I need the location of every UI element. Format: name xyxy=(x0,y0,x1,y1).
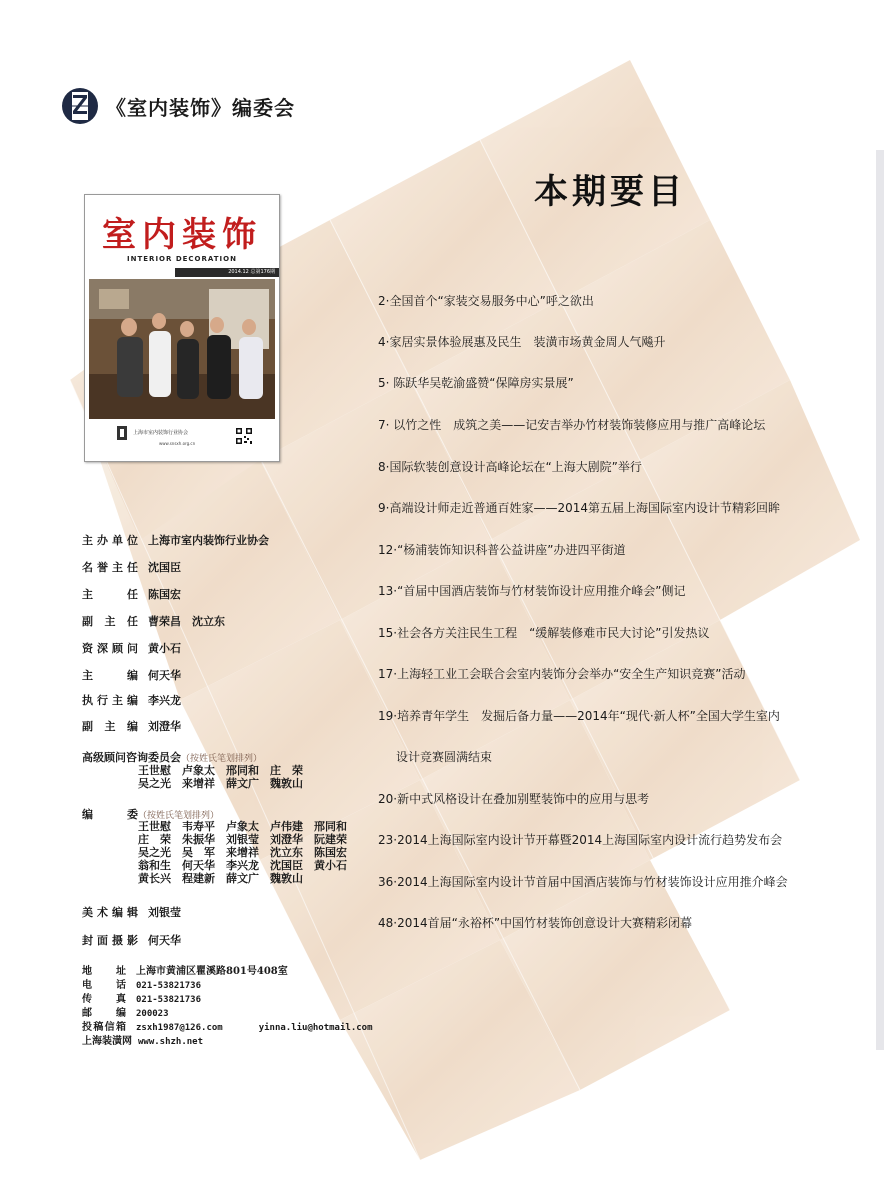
masthead-editor: 主 编 何天华 xyxy=(82,669,181,682)
board-member: 庄 荣 xyxy=(138,833,171,846)
board-member: 来增祥 xyxy=(226,846,259,859)
contact-email: 投稿信箱 zsxh1987@126.com yinna.liu@hotmail.com xyxy=(82,1022,373,1033)
qr-code-icon xyxy=(235,427,253,445)
website-link[interactable]: www.shzh.net xyxy=(138,1037,204,1047)
contact-address: 地 址 上海市黄浦区瞿溪路801号408室 xyxy=(82,966,288,977)
board-member: 黄长兴 xyxy=(138,872,171,885)
masthead-honorary: 名誉主任 沈国臣 xyxy=(82,561,181,574)
toc-item[interactable]: 8·国际软装创意设计高峰论坛在“上海大剧院”举行 xyxy=(378,460,642,474)
masthead-exec-editor: 执行主编 李兴龙 xyxy=(82,694,181,707)
board-member: 吴之光 xyxy=(138,777,171,790)
toc-item[interactable]: 5· 陈跃华吴乾渝盛赞“保障房实景展” xyxy=(378,376,574,390)
page-edge-bar xyxy=(876,150,884,1050)
cover-association-logo-icon xyxy=(115,425,129,441)
board-member: 邢同和 xyxy=(226,764,259,777)
board-heading: 编 委（按姓氏笔划排列） xyxy=(82,808,220,821)
board-member: 邢同和 xyxy=(314,820,347,833)
masthead-advisor: 资深顾问 黄小石 xyxy=(82,642,181,655)
cover-title: 室内装饰 xyxy=(102,215,262,255)
toc-item[interactable]: 15·社会各方关注民生工程 “缓解装修难市民大讨论”引发热议 xyxy=(378,626,710,640)
cover-website: www.snsxh.org.cn xyxy=(159,441,196,446)
board-member: 刘银莹 xyxy=(226,833,259,846)
board-member: 刘澄华 xyxy=(270,833,303,846)
toc-item[interactable]: 17·上海轻工业工会联合会室内装饰分会举办“安全生产知识竞赛”活动 xyxy=(378,667,746,681)
board-member: 卢伟建 xyxy=(270,820,303,833)
board-member: 朱振华 xyxy=(182,833,215,846)
board-member: 吴之光 xyxy=(138,846,171,859)
toc-item-continuation[interactable]: 设计竞赛圆满结束 xyxy=(396,750,493,764)
board-member: 吴 军 xyxy=(182,846,215,859)
szxh-logo-icon xyxy=(60,86,100,126)
email-link-1[interactable]: zsxh1987@126.com xyxy=(136,1023,223,1033)
board-member: 陈国宏 xyxy=(314,846,347,859)
masthead-deputy-editor: 副主编 刘澄华 xyxy=(82,720,181,733)
issue-contents-heading: 本期要目 xyxy=(534,172,686,212)
toc-item[interactable]: 48·2014首届“永裕杯”中国竹材装饰创意设计大赛精彩闭幕 xyxy=(378,916,693,930)
board-member: 韦寿平 xyxy=(182,820,215,833)
toc-item[interactable]: 36·2014上海国际室内设计节首届中国酒店装饰与竹材装饰设计应用推介峰会 xyxy=(378,875,788,889)
cover-photo xyxy=(89,279,275,419)
board-member: 魏敦山 xyxy=(270,872,303,885)
contact-web: 上海装潢网 www.shzh.net xyxy=(82,1036,204,1047)
board-member: 魏敦山 xyxy=(270,777,303,790)
masthead-vice-director: 副主任 曹荣昌 沈立东 xyxy=(82,615,225,628)
masthead-art-editor: 美术编辑 刘银莹 xyxy=(82,906,181,919)
board-member: 薛文广 xyxy=(226,777,259,790)
toc-item[interactable]: 4·家居实景体验展惠及民生 装潢市场黄金周人气飚升 xyxy=(378,335,666,349)
toc-item[interactable]: 7· 以竹之性 成筑之美——记安吉举办竹材装饰装修应用与推广高峰论坛 xyxy=(378,418,766,432)
board-member: 王世慰 xyxy=(138,764,171,777)
board-member: 卢象太 xyxy=(182,764,215,777)
toc-item[interactable]: 23·2014上海国际室内设计节开幕暨2014上海国际室内设计流行趋势发布会 xyxy=(378,833,783,847)
email-link-2[interactable]: yinna.liu@hotmail.com xyxy=(258,1023,373,1033)
board-member: 沈国臣 xyxy=(270,859,303,872)
board-member: 李兴龙 xyxy=(226,859,259,872)
senior-board-names xyxy=(138,764,314,790)
toc-item[interactable]: 12·“杨浦装饰知识科普公益讲座”办进四平街道 xyxy=(378,543,626,557)
magazine-cover[interactable] xyxy=(84,194,280,462)
contact-zip: 邮 编 200023 xyxy=(82,1008,169,1019)
board-member: 庄 荣 xyxy=(270,764,303,777)
contact-fax: 传 真 021-53821736 xyxy=(82,994,202,1005)
toc-item[interactable]: 2·全国首个“家装交易服务中心”呼之欲出 xyxy=(378,294,594,308)
board-member: 来增祥 xyxy=(182,777,215,790)
cover-issue-number: 2014.12 总第176期 xyxy=(175,268,279,277)
contact-phone: 电 话 021-53821736 xyxy=(82,980,202,991)
board-member: 王世慰 xyxy=(138,820,171,833)
toc-item[interactable]: 9·高端设计师走近普通百姓家——2014第五届上海国际室内设计节精彩回眸 xyxy=(378,501,780,515)
masthead-cover-photo: 封面摄影 何天华 xyxy=(82,934,181,947)
board-member: 沈立东 xyxy=(270,846,303,859)
cover-subtitle: INTERIOR DECORATION xyxy=(127,255,237,263)
editorial-board-title: 《室内装饰》编委会 xyxy=(106,96,295,120)
board-member: 卢象太 xyxy=(226,820,259,833)
senior-board-heading: 高级顾问咨询委员会（按姓氏笔划排列） xyxy=(82,751,263,764)
masthead-director: 主 任 陈国宏 xyxy=(82,588,181,601)
board-member: 翁和生 xyxy=(138,859,171,872)
toc-item[interactable]: 19·培养青年学生 发掘后备力量——2014年“现代·新人杯”全国大学生室内 xyxy=(378,709,780,723)
board-names xyxy=(138,820,358,885)
toc-item[interactable]: 20·新中式风格设计在叠加别墅装饰中的应用与思考 xyxy=(378,792,650,806)
board-member: 程建新 xyxy=(182,872,215,885)
cover-publisher: 上海市室内装饰行业协会 xyxy=(133,430,189,436)
board-member: 黄小石 xyxy=(314,859,347,872)
board-member: 阮建荣 xyxy=(314,833,347,846)
board-member: 薛文广 xyxy=(226,872,259,885)
toc-item[interactable]: 13·“首届中国酒店装饰与竹材装饰设计应用推介峰会”侧记 xyxy=(378,584,686,598)
board-member: 何天华 xyxy=(182,859,215,872)
masthead-host: 主办单位 上海市室内装饰行业协会 xyxy=(82,534,269,547)
